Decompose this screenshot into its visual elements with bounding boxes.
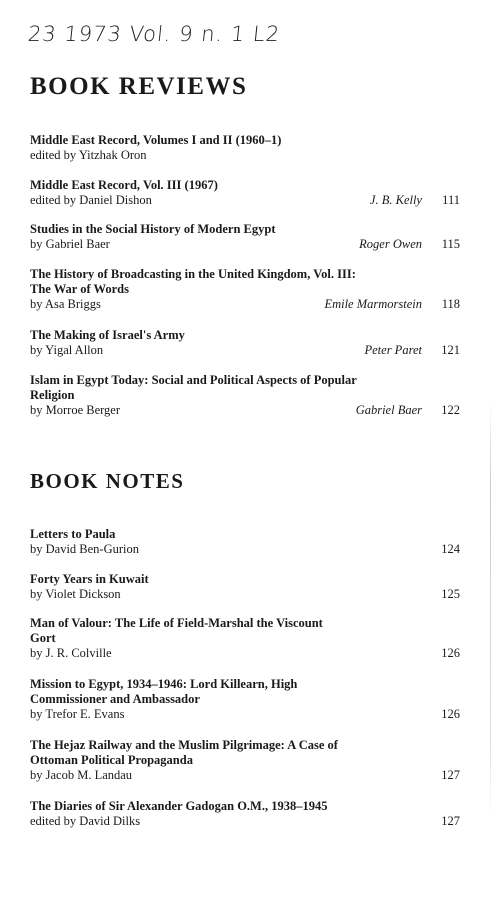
- note-entry-byline: [30, 768, 460, 783]
- note-author: by David Ben-Gurion: [30, 542, 140, 556]
- note-entry: [30, 572, 460, 602]
- page-number: 111: [442, 193, 460, 207]
- page-number: 124: [441, 542, 460, 556]
- note-author: by Trefor E. Evans: [30, 707, 125, 721]
- handwritten-annotation: 23 1973 Vol. 9 n. 1 L2: [26, 22, 282, 46]
- review-title: Studies in the Social History of Modern Egypt: [30, 222, 276, 236]
- review-entry: [30, 267, 365, 297]
- page-number: 127: [441, 768, 460, 782]
- review-entry-byline: [30, 403, 460, 418]
- reviewer-name: Gabriel Baer: [355, 403, 422, 417]
- review-author: edited by Daniel Dishon: [30, 193, 152, 207]
- note-entry: [30, 799, 460, 829]
- review-author: by Yigal Allon: [30, 343, 104, 357]
- reviewer-name: Peter Paret: [364, 343, 422, 357]
- note-title: Letters to Paula: [30, 527, 116, 541]
- page-number: 122: [441, 403, 460, 417]
- review-entry: [30, 222, 460, 252]
- review-entry: [30, 178, 460, 208]
- note-title: Forty Years in Kuwait: [30, 572, 149, 586]
- book-notes-heading: BOOK NOTES: [30, 469, 185, 493]
- review-title: Middle East Record, Vol. III (1967): [30, 178, 218, 192]
- page-number: 115: [441, 237, 460, 251]
- review-author: by Gabriel Baer: [30, 237, 110, 251]
- book-reviews-heading: BOOK REVIEWS: [30, 73, 248, 100]
- note-author: edited by David Dilks: [30, 814, 141, 828]
- note-title: Mission to Egypt, 1934–1946: Lord Killearn, High Commissioner and Ambassador: [30, 677, 298, 706]
- review-title: Islam in Egypt Today: Social and Political Aspects of Popular Religion: [30, 373, 357, 402]
- note-entry: [30, 738, 340, 768]
- review-entry: [30, 373, 365, 403]
- review-entry-byline: [30, 297, 460, 312]
- review-title: Middle East Record, Volumes I and II (1960–1): [30, 133, 282, 147]
- note-entry: [30, 616, 330, 646]
- note-title: The Hejaz Railway and the Muslim Pilgrimage: A Case of Ottoman Political Propaganda: [30, 738, 338, 767]
- note-author: by Jacob M. Landau: [30, 768, 133, 782]
- note-entry-byline: [30, 646, 460, 661]
- note-entry: [30, 677, 320, 707]
- reviewer-name: J. B. Kelly: [369, 193, 422, 207]
- reviewer-name: Emile Marmorstein: [324, 297, 422, 311]
- review-title: The History of Broadcasting in the United Kingdom, Vol. III: The War of Words: [30, 267, 356, 296]
- page-number: 118: [441, 297, 460, 311]
- review-author: by Morroe Berger: [30, 403, 121, 417]
- reviewer-name: Roger Owen: [359, 237, 422, 251]
- page-number: 121: [441, 343, 460, 357]
- review-author: by Asa Briggs: [30, 297, 101, 311]
- page-number: 125: [441, 587, 460, 601]
- review-entry: [30, 328, 460, 358]
- page-number: 126: [441, 707, 460, 721]
- review-entry: [30, 133, 460, 163]
- review-title: The Making of Israel's Army: [30, 328, 185, 342]
- note-author: by J. R. Colville: [30, 646, 112, 660]
- note-entry: [30, 527, 460, 557]
- note-entry-byline: [30, 707, 460, 722]
- page-number: 126: [441, 646, 460, 660]
- note-title: Man of Valour: The Life of Field-Marshal the Viscount Gort: [30, 616, 323, 645]
- note-author: by Violet Dickson: [30, 587, 121, 601]
- page-edge-line: [490, 400, 491, 820]
- page-number: 127: [441, 814, 460, 828]
- note-title: The Diaries of Sir Alexander Gadogan O.M., 1938–1945: [30, 799, 328, 813]
- review-author: edited by Yitzhak Oron: [30, 148, 147, 162]
